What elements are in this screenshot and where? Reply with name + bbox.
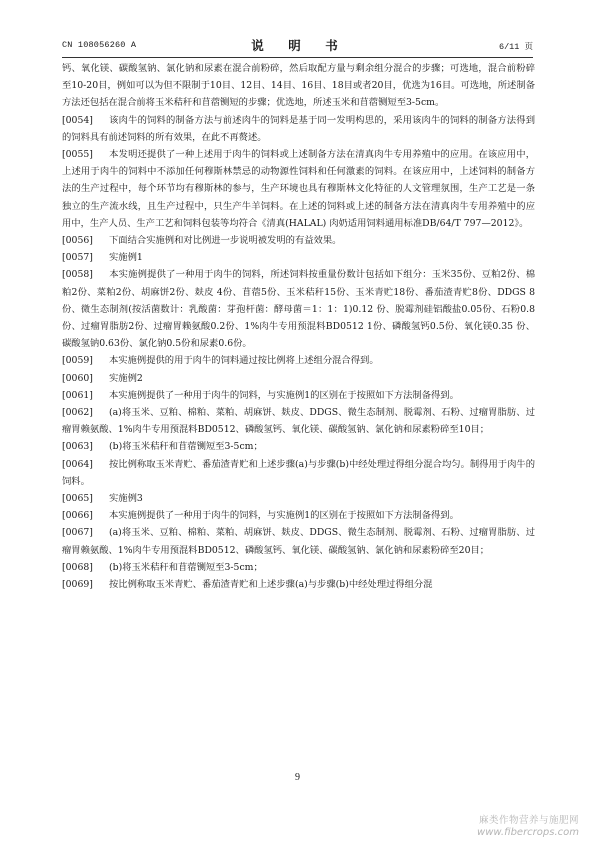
document-title: 说 明 书 xyxy=(251,38,344,53)
paragraph-0063 xyxy=(62,438,535,455)
site-watermark xyxy=(477,812,579,838)
paragraph-0062 xyxy=(62,404,535,438)
watermark-url: www.fibercrops.com xyxy=(477,827,579,838)
paragraph-number: [0066] xyxy=(62,510,93,522)
paragraph-text: 按比例称取玉米青贮、番茄渣青贮和上述步骤(a)与步骤(b)中经处理过得组分混 xyxy=(109,579,433,591)
page-header xyxy=(62,38,533,56)
paragraph-0060 xyxy=(62,370,535,387)
header-rule xyxy=(62,57,533,58)
paragraph-0057 xyxy=(62,249,535,266)
paragraph-number: [0067] xyxy=(62,527,93,539)
paragraph-text: 本实施例提供了一种用于肉牛的饲料，与实施例1的区别在于按照如下方法制备得到。 xyxy=(109,389,459,401)
paragraph-number: [0064] xyxy=(62,458,93,470)
paragraph-text: (b)将玉米秸秆和苜蓿铡短至3-5cm； xyxy=(109,561,263,573)
paragraph-text: 该肉牛的饲料的制备方法与前述肉牛的饲料是基于同一发明构思的，采用该肉牛的饲料的制备方法得到的饲料具有前述饲料的所有效果，在此不再赘述。 xyxy=(62,114,535,143)
paragraph-0054 xyxy=(62,112,535,146)
paragraph-number: [0065] xyxy=(62,493,93,505)
paragraph-number: [0061] xyxy=(62,389,93,401)
page-number: 9 xyxy=(295,772,300,783)
watermark-site-name: 麻类作物营养与施肥网 xyxy=(478,815,579,826)
paragraph-0056 xyxy=(62,232,535,249)
paragraph-number: [0058] xyxy=(62,269,93,281)
paragraph-0064 xyxy=(62,456,535,490)
paragraph-number: [0056] xyxy=(62,235,93,247)
page-ratio: 6/11 页 xyxy=(498,42,533,52)
paragraph-number: [0063] xyxy=(62,441,93,453)
paragraph-text: (a)将玉米、豆粕、棉粕、菜粕、胡麻饼、麸皮、DDGS、微生态制剂、脱霉剂、石粉、过瘤胃脂肪、过瘤胃赖氨酸、1%肉牛专用预混料BD0512、磷酸氢钙、氧化镁、碳酸氢钠、氯化钠和尿素粉碎至20目； xyxy=(62,527,535,556)
paragraph-number: [0069] xyxy=(62,579,93,591)
paragraph-number: [0062] xyxy=(62,407,93,419)
paragraph-0067 xyxy=(62,524,535,558)
paragraph-text: (b)将玉米秸秆和苜蓿铡短至3-5cm； xyxy=(109,441,263,453)
paragraph-0065 xyxy=(62,490,535,507)
paragraph-text: 实施例2 xyxy=(109,372,143,384)
paragraph-0061 xyxy=(62,387,535,404)
paragraph-text: 下面结合实施例和对比例进一步说明被发明的有益效果。 xyxy=(109,235,342,247)
paragraph-text: 本实施例提供了一种用于肉牛的饲料，所述饲料按重量份数计包括如下组分：玉米35份、豆粕2份、棉粕2份、菜粕2份、胡麻饼2份、麸皮 4份、苜蓿5份、玉米秸秆15份、玉米青贮18份、番茄渣青贮8份、DDGS 8份、微生态制剂(按活菌数计：乳酸菌：芽孢杆菌：酵母菌＝1：1：1)0.12 份、脱霉剂硅铝酸盐0.05份、石粉0.8份、过瘤胃脂肪2份、过瘤胃赖氨酸0.2份、1%肉牛专用预混料BD0512 1份、磷酸氢钙0.5份、氧化镁0.35 份、碳酸氢钠0.63份、氯化钠0.5份和尿素0.6份。 xyxy=(62,269,535,350)
paragraph-number: [0060] xyxy=(62,372,93,384)
paragraph-0058 xyxy=(62,266,535,352)
paragraph-0068 xyxy=(62,559,535,576)
paragraph-continued xyxy=(62,60,535,112)
paragraph-text: 按比例称取玉米青贮、番茄渣青贮和上述步骤(a)与步骤(b)中经处理过得组分混合均匀。制得用于肉牛的饲料。 xyxy=(62,458,535,487)
paragraph-text: 本实施例提供了一种用于肉牛的饲料，与实施例1的区别在于按照如下方法制备得到。 xyxy=(109,510,459,522)
paragraph-text: 钙、氧化镁、碳酸氢钠、氯化钠和尿素在混合前粉碎，然后取配方量与剩余组分混合的步骤；可选地，混合前粉碎至10-20目，例如可以为但不限制于10目、12目、14目、16目、18目或者20目，优选为16目。可选地，所述制备方法还包括在混合前将玉米秸秆和苜蓿铡短的步骤；优选地，所述玉米和苜蓿铡短至3-5cm。 xyxy=(62,63,535,109)
paragraph-number: [0068] xyxy=(62,561,93,573)
paragraph-text: 本发明还提供了一种上述用于肉牛的饲料或上述制备方法在清真肉牛专用养殖中的应用。在该应用中，上述用于肉牛的饲料中不添加任何穆斯林禁忌的动物源性饲料和任何激素的饲料。在该应用中，上述饲料的制备方法的生产过程中，每个环节均有穆斯林的参与，生产环境也具有穆斯林文化特征的人文管理氛围，生产工艺是一条独立的生产流水线，且生产过程中，只生产牛羊饲料。在上述的饲料或上述的制备方法在清真肉牛专用养殖中的应用中，生产人员、生产工艺和饲料包装等均符合《清真(HALAL) 肉奶适用饲料通用标准DB/64/T 797—2012》。 xyxy=(62,149,535,229)
paragraph-number: [0054] xyxy=(62,114,93,126)
body-text xyxy=(62,60,535,593)
paragraph-text: 本实施例提供的用于肉牛的饲料通过按比例将上述组分混合得到。 xyxy=(109,355,379,367)
paragraph-number: [0055] xyxy=(62,149,93,161)
paragraph-0055 xyxy=(62,146,535,232)
paragraph-0069 xyxy=(62,576,535,593)
paragraph-text: 实施例1 xyxy=(109,252,143,264)
paragraph-number: [0057] xyxy=(62,252,93,264)
document-number: CN 108056260 A xyxy=(62,40,137,50)
paragraph-text: (a)将玉米、豆粕、棉粕、菜粕、胡麻饼、麸皮、DDGS、微生态制剂、脱霉剂、石粉、过瘤胃脂肪、过瘤胃赖氨酸、1%肉牛专用预混料BD0512、磷酸氢钙、氧化镁、碳酸氢钠、氯化钠和尿素粉碎至10目； xyxy=(62,407,535,436)
paragraph-0059 xyxy=(62,352,535,369)
paragraph-text: 实施例3 xyxy=(109,493,143,505)
paragraph-0066 xyxy=(62,507,535,524)
paragraph-number: [0059] xyxy=(62,355,93,367)
